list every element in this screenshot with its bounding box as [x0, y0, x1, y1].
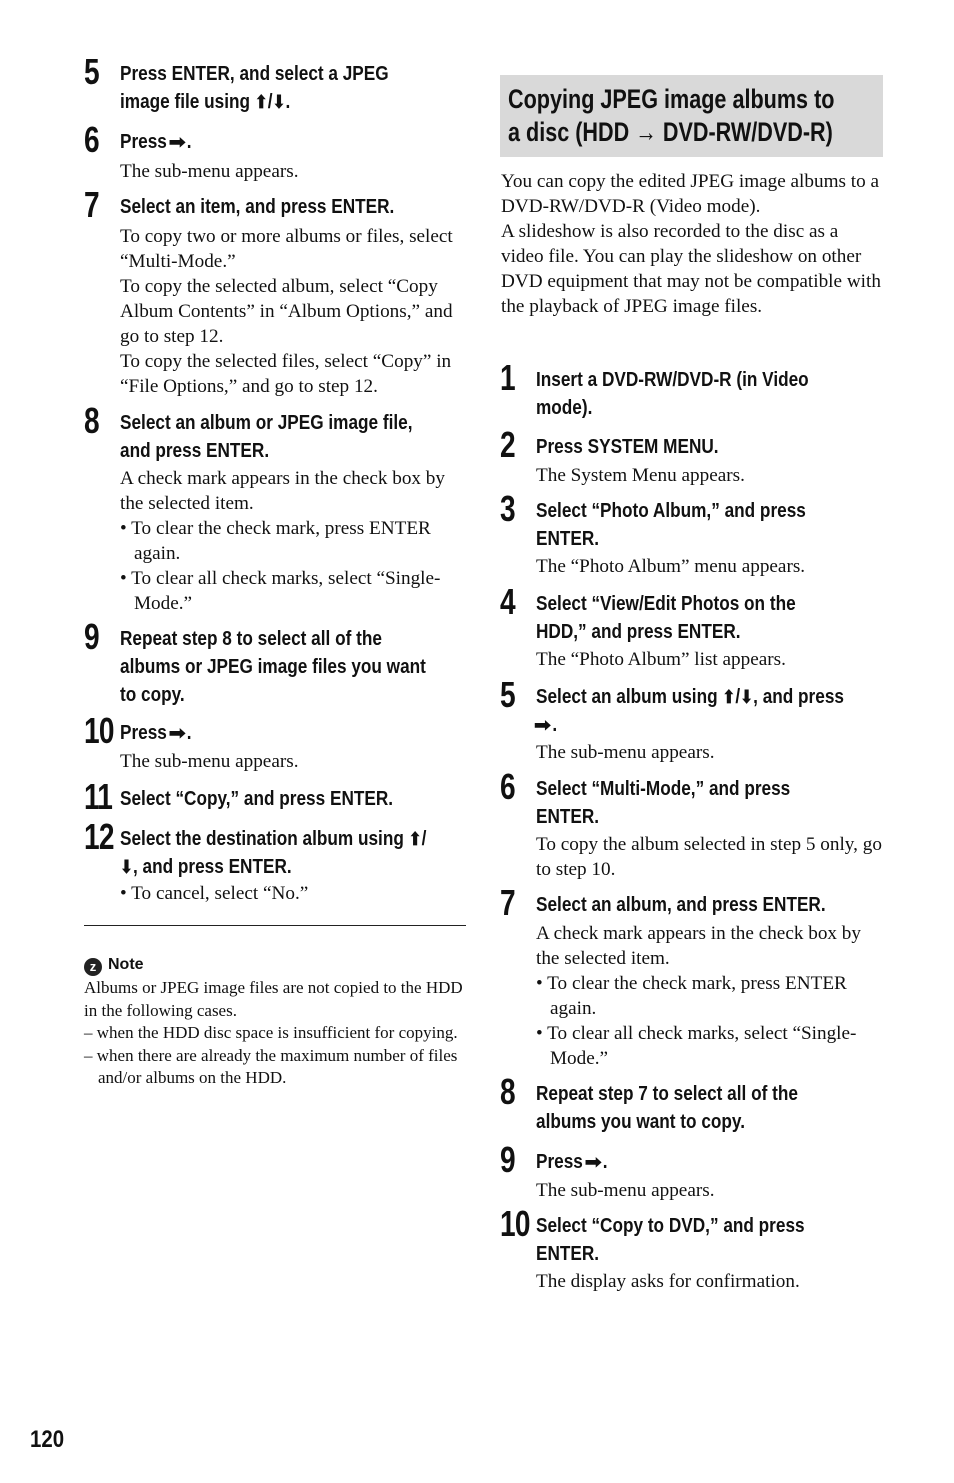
step-body: The “Photo Album” menu appears. [536, 556, 806, 577]
step-heading: Select “View/Edit Photos on the HDD,” and press ENTER. [536, 593, 796, 643]
step-number: 9 [500, 1139, 515, 1180]
step-body: The sub-menu appears. [536, 742, 715, 763]
down-arrow-icon: ⬇ [120, 857, 133, 877]
bullet-item: • To clear all check marks, select “Single-Mode.” [120, 568, 441, 614]
step-heading: Insert a DVD-RW/DVD-R (in Video mode). [536, 369, 809, 419]
note-heading: z Note [84, 954, 144, 976]
step-number: 4 [500, 581, 515, 622]
step-body: The sub-menu appears. [536, 1180, 715, 1201]
section-intro: You can copy the edited JPEG image albums to a DVD-RW/DVD-R (Video mode). A slideshow is also recorded to the disc as a video file. You can play the slideshow on other DVD equipment that may not be compatible with the playback of JPEG image files. [501, 171, 881, 317]
bullet-item: • To clear the check mark, press ENTER again. [120, 518, 431, 564]
up-arrow-icon: ⬆ [254, 92, 268, 112]
step-number: 10 [84, 710, 114, 751]
step-heading: Select “Photo Album,” and press ENTER. [536, 500, 806, 550]
step-body: A check mark appears in the check box by the selected item. • To clear the check mark, press ENTER again. • To clear all check marks, select “Single-Mode.” [120, 466, 468, 616]
step-number: 5 [84, 51, 99, 92]
step-body [120, 881, 468, 906]
step-body: To copy two or more albums or files, select “Multi-Mode.” To copy the selected album, select “Copy Album Contents” in “Album Options,” and go to step 12. To copy the selected files, select “Copy” in “File Options,” and go to step 12. [120, 226, 453, 397]
step-number: 5 [500, 674, 515, 715]
step-number: 6 [500, 766, 515, 807]
step-heading: Select an item, and press ENTER. [120, 196, 395, 218]
step-number: 8 [84, 400, 99, 441]
step-heading: Select “Copy to DVD,” and press ENTER. [536, 1215, 805, 1265]
step-number: 8 [500, 1071, 515, 1112]
step-number: 2 [500, 424, 515, 465]
step-heading: Press SYSTEM MENU. [536, 436, 719, 458]
step-number: 12 [84, 816, 114, 857]
step-body: The System Menu appears. [536, 465, 745, 486]
step-heading: Press➡. [120, 719, 468, 747]
step-heading: Select an album or JPEG image file, and press ENTER. [120, 412, 413, 462]
step-heading: Select an album using ⬆/⬇, and press ➡. [536, 683, 884, 739]
step-body: The “Photo Album” list appears. [536, 649, 786, 670]
step-heading: Press➡. [120, 128, 468, 156]
down-arrow-icon: ⬇ [272, 92, 286, 112]
note-item: – when the HDD disc space is insufficient for copying. [84, 1023, 458, 1042]
bullet-item: • To clear the check mark, press ENTER again. [536, 973, 847, 1019]
right-arrow-icon: → [635, 117, 657, 147]
step-body: The sub-menu appears. [120, 751, 299, 772]
step-number: 10 [500, 1203, 530, 1244]
note-item: – when there are already the maximum number of files and/or albums on the HDD. [84, 1045, 458, 1087]
step-heading: Repeat step 7 to select all of the albums you want to copy. [536, 1083, 798, 1133]
step-body: To copy the album selected in step 5 only, go to step 10. [536, 834, 882, 880]
step-heading: Select an album, and press ENTER. [536, 894, 826, 916]
right-arrow-icon: ➡ [168, 723, 186, 743]
step-number: 3 [500, 488, 515, 529]
step-heading: Select “Copy,” and press ENTER. [120, 788, 394, 810]
bullet-item: • To cancel, select “No.” [120, 883, 309, 904]
note-icon: z [84, 958, 102, 976]
bullet-item: • To clear all check marks, select “Single-Mode.” [536, 1023, 857, 1069]
step-heading: Select the destination album using ⬆/ ⬇, and press ENTER. [120, 828, 427, 878]
up-arrow-icon: ⬆ [722, 687, 736, 707]
step-heading: Press➡. [536, 1148, 884, 1176]
step-heading: Select “Multi-Mode,” and press ENTER. [536, 778, 791, 828]
note-body: Albums or JPEG image files are not copied to the HDD in the following cases. – when the HDD disc space is insufficient for copying. – when there are already the maximum number of files and/or albums on the HDD. [84, 977, 468, 1090]
section-title: Copying JPEG image albums to a disc (HDD → DVD-RW/DVD-R) [500, 75, 883, 157]
step-body: The display asks for confirmation. [536, 1271, 800, 1292]
right-arrow-icon: ➡ [584, 1152, 602, 1172]
right-arrow-icon: ➡ [168, 132, 186, 152]
step-body: The sub-menu appears. [120, 161, 299, 182]
step-number: 7 [84, 184, 99, 225]
step-number: 7 [500, 882, 515, 923]
step-number: 6 [84, 119, 99, 160]
step-number: 1 [500, 357, 515, 398]
down-arrow-icon: ⬇ [740, 687, 754, 707]
page-number: 120 [30, 1426, 65, 1453]
divider [84, 925, 466, 926]
right-arrow-icon: ➡ [534, 715, 551, 735]
step-heading: Press ENTER, and select a JPEG image file using ⬆/⬇. [120, 63, 389, 113]
up-arrow-icon: ⬆ [408, 829, 422, 849]
step-heading: Repeat step 8 to select all of the albums or JPEG image files you want to copy. [120, 628, 426, 706]
step-number: 11 [84, 776, 113, 817]
step-number: 9 [84, 616, 99, 657]
step-body: A check mark appears in the check box by the selected item. • To clear the check mark, press ENTER again. • To clear all check marks, select “Single-Mode.” [536, 921, 884, 1071]
